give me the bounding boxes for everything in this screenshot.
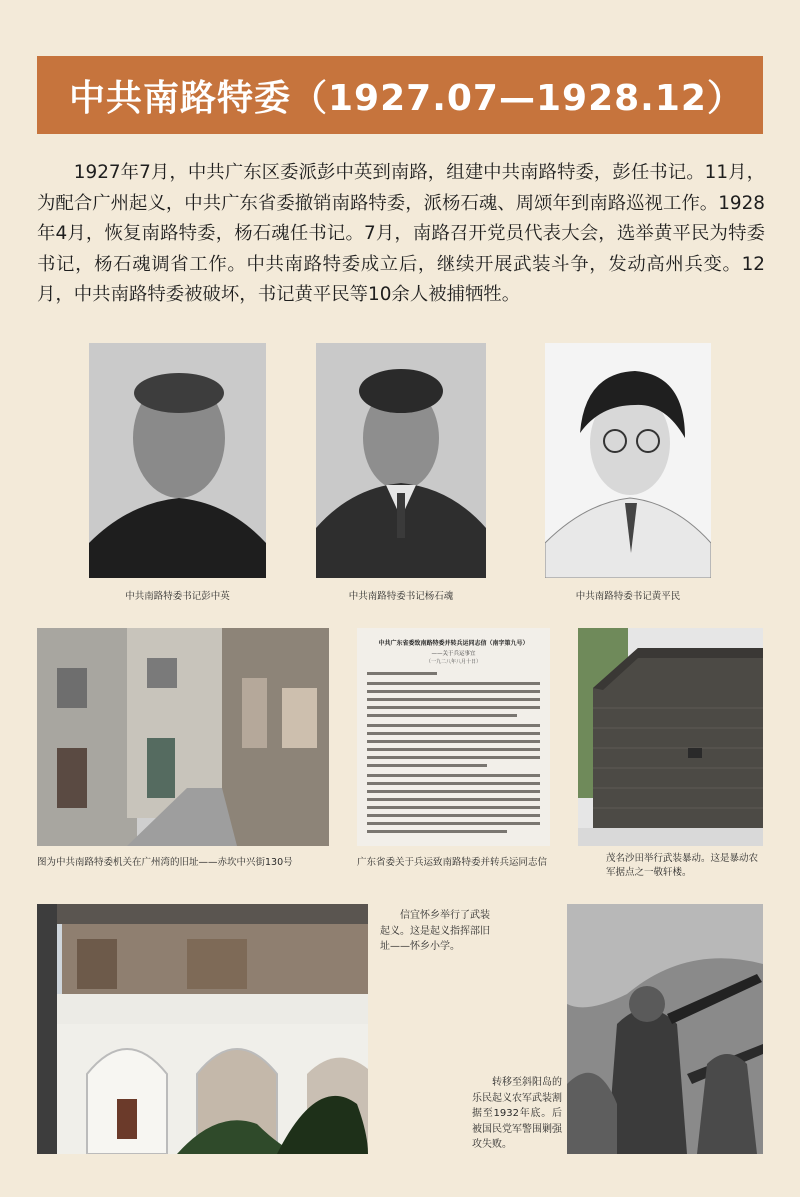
letter-doc-subtitle: ——关于兵运事宜 bbox=[431, 651, 476, 657]
portrait-caption-yang: 中共南路特委书记杨石魂 bbox=[348, 591, 454, 602]
intro-paragraph: 1927年7月，中共广东区委派彭中英到南路，组建中共南路特委，彭任书记。11月，为配合广州起义，中共广东省委撤销南路特委，派杨石魂、周颂年到南路巡视工作。1928年4月，恢复南路特委，杨石魂任书记。7月，南路召开党员代表大会，选举黄平民为特委书记，杨石魂调省工作。中共南路特委成立后，继续开展武装斗争，发动高州兵变。12月，中共南路特委被破坏，书记黄平民等10余人被捕牺牲。 bbox=[37, 162, 765, 305]
portrait-photo-huang bbox=[545, 343, 711, 578]
portrait-photo-peng bbox=[89, 343, 266, 578]
portrait-photo-yang bbox=[316, 343, 486, 578]
portrait-caption-peng: 中共南路特委书记彭中英 bbox=[125, 591, 230, 602]
letter-document bbox=[357, 628, 550, 846]
portrait-caption-huang: 中共南路特委书记黄平民 bbox=[575, 591, 681, 602]
page-title: 中共南路特委（1927.07—1928.12） bbox=[69, 78, 744, 119]
uprising-text: 转移至斜阳岛的乐民起义农军武装割据至1932年底。后被国民党军警围剿强攻失败。 bbox=[472, 1077, 562, 1150]
street-caption: 图为中共南路特委机关在广州湾的旧址——赤坎中兴街130号 bbox=[37, 857, 293, 868]
fort-photo bbox=[578, 628, 763, 846]
title-banner bbox=[37, 56, 763, 134]
letter-doc-date: （一九二八年八月十日） bbox=[425, 659, 481, 665]
fort-caption: 茂名沙田举行武装暴动。这是暴动农军据点之一敬轩楼。 bbox=[606, 853, 759, 878]
uprising-painting bbox=[567, 904, 763, 1154]
letter-caption: 广东省委关于兵运致南路特委并转兵运同志信 bbox=[357, 857, 548, 868]
street-photo bbox=[37, 628, 329, 846]
school-photo bbox=[37, 904, 368, 1154]
school-text: 信宜怀乡举行了武装起义。这是起义指挥部旧址——怀乡小学。 bbox=[380, 910, 490, 952]
letter-doc-title: 中共广东省委致南路特委并转兵运同志信（南字第九号） bbox=[378, 640, 529, 647]
